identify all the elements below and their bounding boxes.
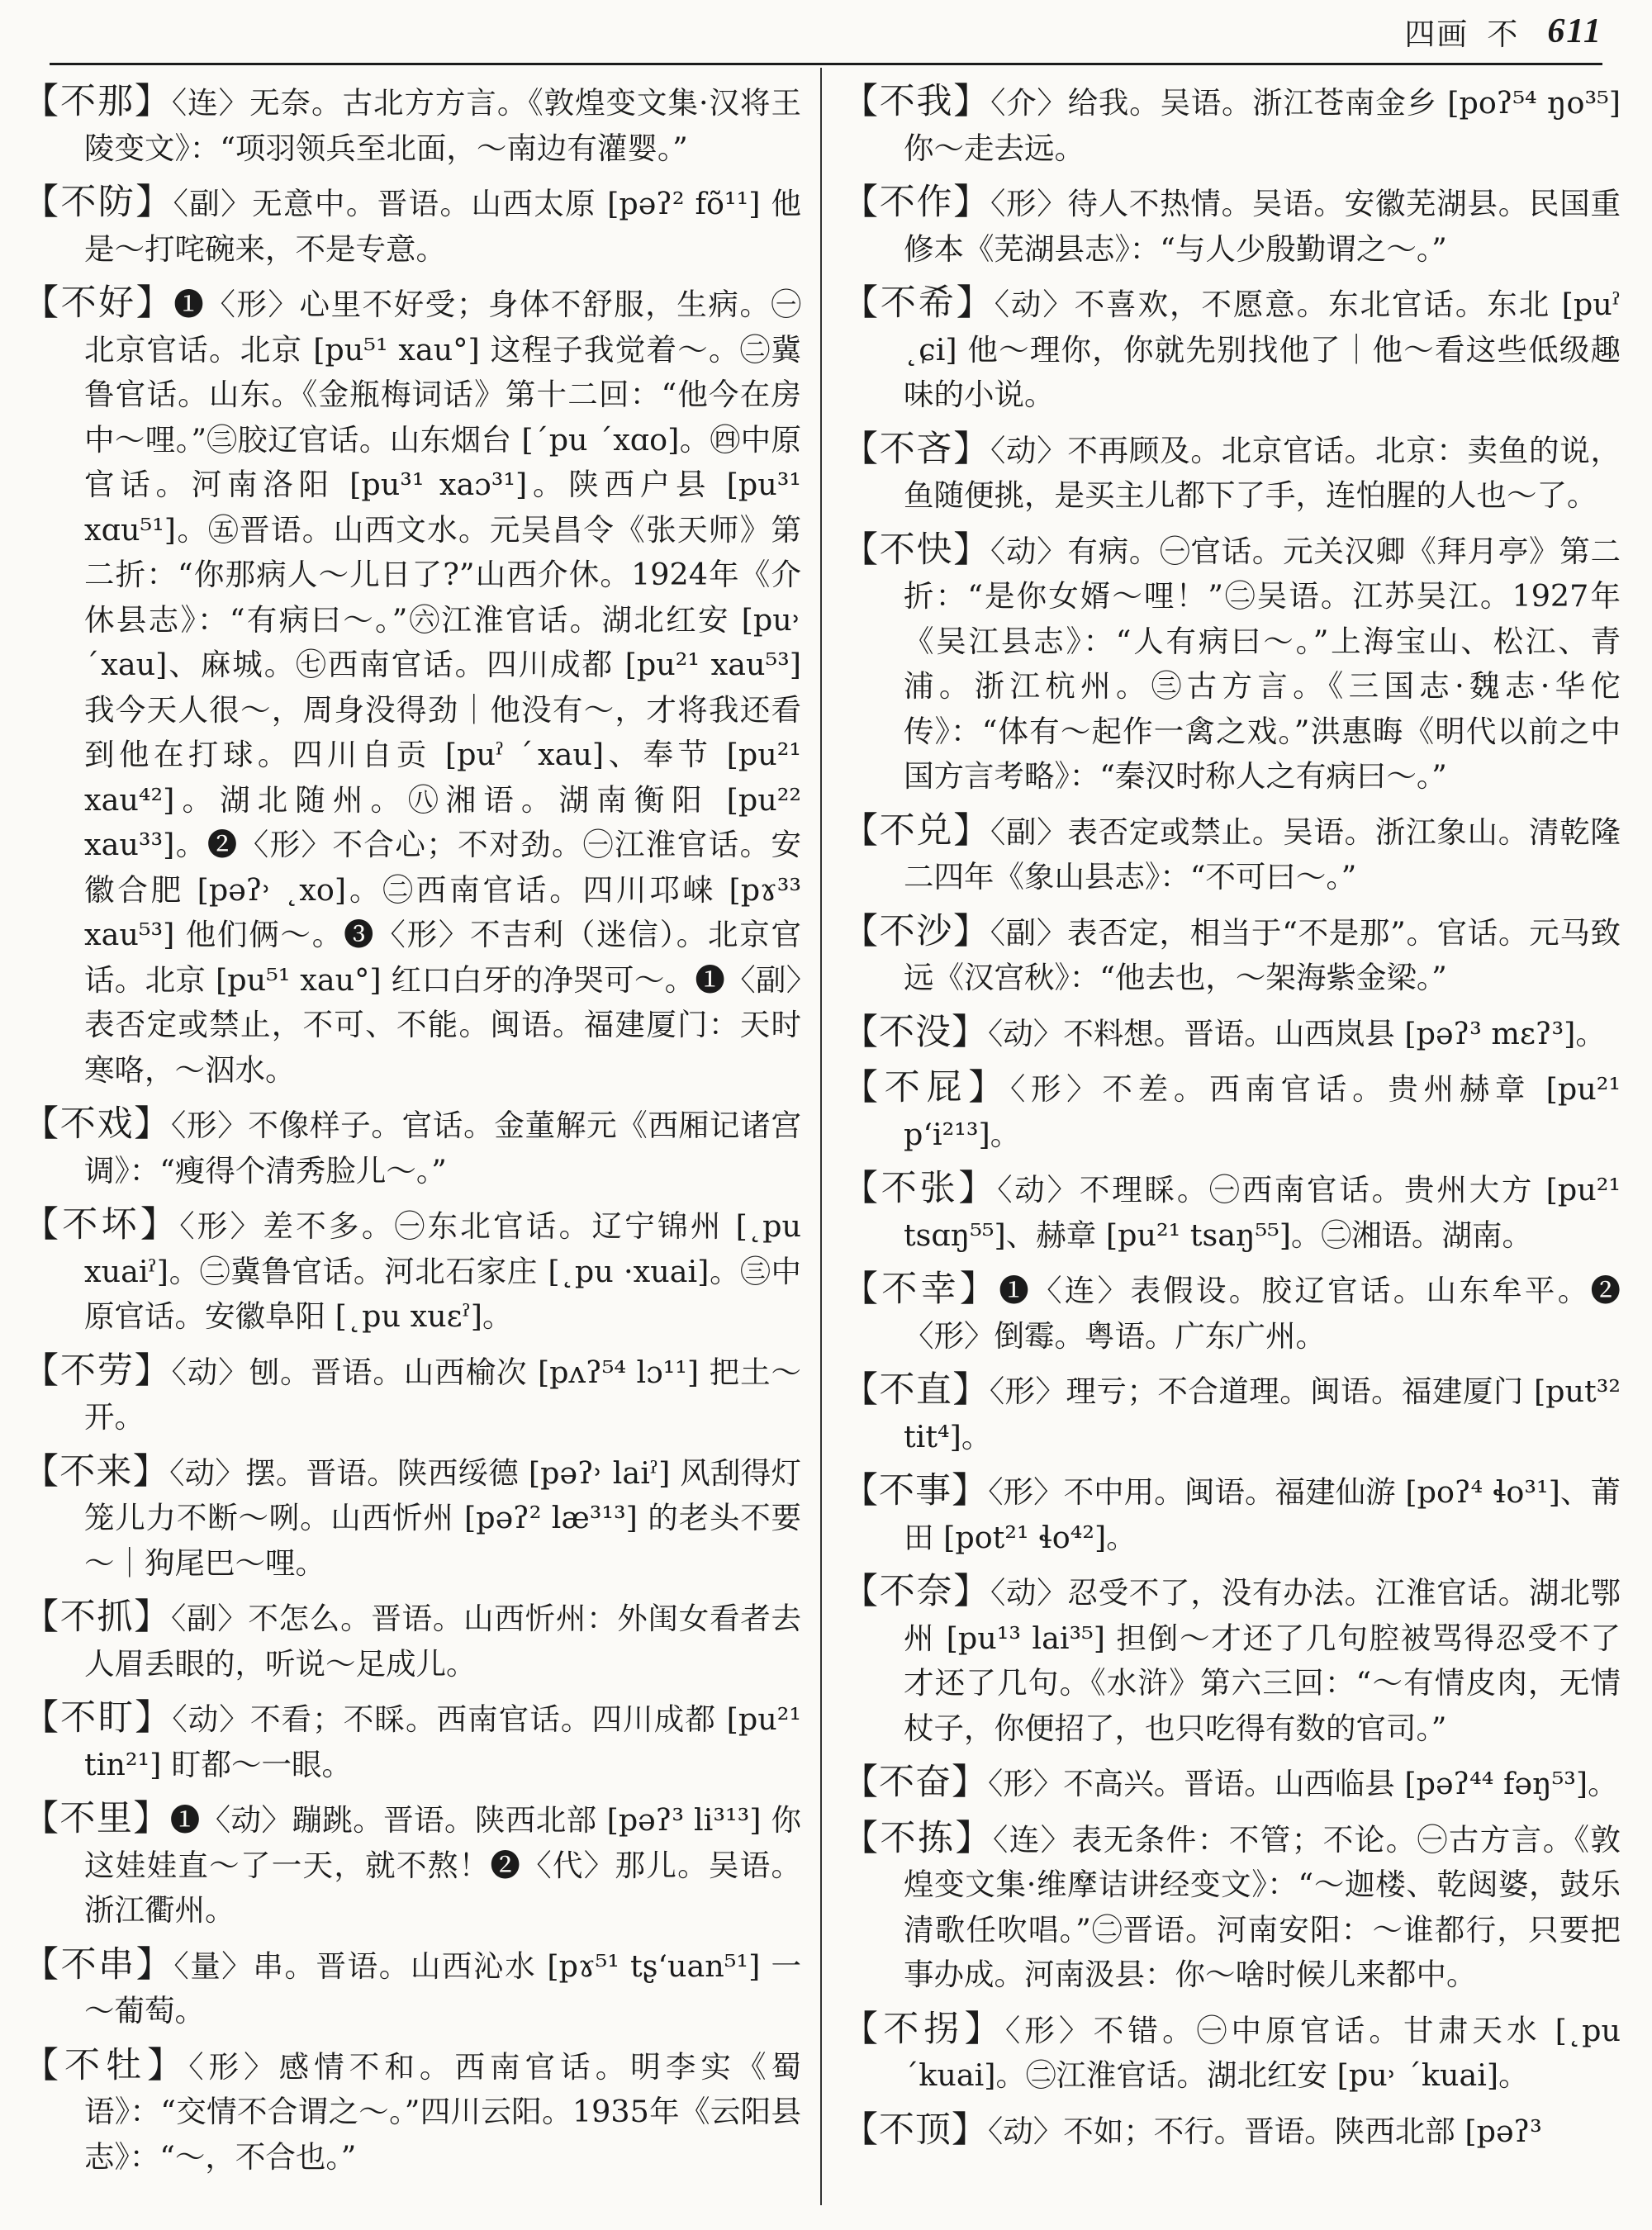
entry-definition: 〈动〉不理睬。㊀西南官话。贵州大方 [pu²¹ tsɑŋ⁵⁵]、赫章 [pu²¹ tsaŋ⁵⁵]。㊁湘语。湖南。 <box>904 1172 1621 1253</box>
entry-definition: 〈形〉待人不热情。吴语。安徽芜湖县。民国重修本《芜湖县志》：“与人少殷勤谓之～。” <box>904 186 1621 267</box>
entry-definition: 〈动〉忍受不了，没有办法。江淮官话。湖北鄂州 [pu¹³ lai³⁵] 担倒～才还了几句腔被骂得忍受不了才还了几句。《水浒》第六三回：“～有情皮肉，无情杖子，你便招了，也只吃得有数的官司。” <box>904 1575 1621 1746</box>
entry-definition: ❶〈连〉表假设。胶辽官话。山东牟平。❷〈形〉倒霉。粤语。广东广州。 <box>904 1273 1621 1354</box>
entry-headword: 【不希】 <box>843 282 995 324</box>
dictionary-entry <box>843 1760 1621 1807</box>
entry-definition: 〈形〉不高兴。晋语。山西临县 [pəʔ⁴⁴ fəŋ⁵³]。 <box>988 1766 1618 1801</box>
dictionary-entry <box>843 427 1621 519</box>
entry-headword: 【不奈】 <box>843 1571 990 1612</box>
section-label: 四画 <box>1404 17 1469 52</box>
dictionary-entry <box>23 281 801 1093</box>
dictionary-entry <box>23 1595 801 1687</box>
left-column <box>23 79 801 2189</box>
entry-headword: 【不里】 <box>23 1798 170 1839</box>
dictionary-entry <box>23 1203 801 1340</box>
dictionary-entry <box>843 281 1621 418</box>
entry-headword: 【不拣】 <box>843 1817 993 1859</box>
entry-headword: 【不劳】 <box>23 1350 172 1392</box>
dictionary-entry <box>23 2043 801 2180</box>
entry-headword: 【不屁】 <box>843 1067 1010 1108</box>
dictionary-entry <box>843 909 1621 1001</box>
dictionary-entry <box>843 180 1621 272</box>
entry-headword: 【不抓】 <box>23 1597 171 1638</box>
entry-definition: ❶〈形〉心里不好受；身体不舒服，生病。㊀北京官话。北京 [pu⁵¹ xau°] 这程子我觉着～。㊁冀鲁官话。山东。《金瓶梅词话》第十二回：“他今在房中～哩。”㊂胶辽官话。山东烟台 [ˊpu ˊxɑo]。㊃中原官话。河南洛阳 [pu³¹ xaɔ³¹]。陕西户县 [pu³¹ xɑu⁵¹]。㊄晋语。山西文水。元吴昌令《张天师》第二折：“你那病人～儿日了?”山西介休。1924年《介休县志》：“有病曰～。”㊅江淮官话。湖北红安 [pu˒ ˊxau]、麻城。㊆西南官话。四川成都 [pu²¹ xau⁵³] 我今天人很～，周身没得劲｜他没有～，才将我还看到他在打球。四川自贡 [puˀ ˊxau]、奉节 [pu²¹ xau⁴²]。湖北随州。㊇湘语。湖南衡阳 [pu²² xau³³]。❷〈形〉不合心；不对劲。㊀江淮官话。安徽合肥 [pəʔ˒ ˛xo]。㊁西南官话。四川邛崃 [pɤ³³ xau⁵³] 他们俩～。❸〈形〉不吉利（迷信）。北京官话。北京 [pu⁵¹ xau°] 红口白牙的净哭可～。❶〈副〉表否定或禁止，不可、不能。闽语。福建厦门：天时寒咯，～泅水。 <box>84 287 802 1088</box>
dictionary-entry <box>23 1943 801 2034</box>
dictionary-entry <box>843 2007 1621 2099</box>
entry-definition: 〈动〉摆。晋语。陕西绥德 [pəʔ˒ laiˀ] 风刮得灯笼儿力不断～咧。山西忻州 [pəʔ² læ³¹³] 的老头不要～｜狗尾巴～哩。 <box>84 1454 802 1581</box>
column-divider <box>820 68 822 2205</box>
entry-definition: 〈副〉无意中。晋语。山西太原 [pəʔ² fõ¹¹] 他是～打咤碗来，不是专意。 <box>84 186 802 267</box>
entry-definition: 〈形〉不差。西南官话。贵州赫章 [pu²¹ pʻi²¹³]。 <box>904 1071 1621 1152</box>
entry-headword: 【不幸】 <box>843 1269 999 1310</box>
entry-headword: 【不事】 <box>843 1470 989 1511</box>
entry-definition: 〈介〉给我。吴语。浙江苍南金乡 [poʔ⁵⁴ ŋo³⁵] 你～走去远。 <box>904 85 1621 166</box>
entry-headword: 【不吝】 <box>843 428 990 470</box>
entry-definition: 〈形〉不错。㊀中原官话。甘肃天水 [˛pu ˊkuai]。㊁江淮官话。湖北红安 [pu˒ ˊkuai]。 <box>904 2012 1621 2093</box>
entry-headword: 【不没】 <box>843 1011 988 1053</box>
entry-definition: 〈形〉不像样子。官话。金董解元《西厢记诸宫调》：“瘦得个清秀脸儿～。” <box>84 1108 802 1189</box>
entry-headword: 【不好】 <box>23 282 174 324</box>
entry-definition: 〈动〉不再顾及。北京官话。北京：卖鱼的说，鱼随便挑，是买主儿都下了手，连怕腥的人也～了。 <box>904 432 1621 513</box>
entry-headword: 【不坏】 <box>23 1204 180 1245</box>
entry-headword: 【不戏】 <box>23 1103 171 1145</box>
dictionary-entry <box>23 1796 801 1933</box>
entry-definition: 〈形〉差不多。㊀东北官话。辽宁锦州 [˛pu xuaiˀ]。㊁冀鲁官话。河北石家庄 [˛pu ·xuai]。㊂中原官话。安徽阜阳 [˛pu xuεˀ]。 <box>84 1208 801 1334</box>
entry-headword: 【不作】 <box>843 182 990 223</box>
dictionary-entry <box>843 1267 1621 1359</box>
dictionary-entry <box>843 79 1621 171</box>
dictionary-entry <box>23 180 801 272</box>
section-char: 不 <box>1487 17 1520 52</box>
entry-headword: 【不奋】 <box>843 1762 988 1803</box>
entry-headword: 【不沙】 <box>843 910 990 952</box>
entry-definition: 〈连〉表无条件：不管；不论。㊀古方言。《敦煌变文集·维摩诘讲经变文》：“～迦楼、乾闼婆，鼓乐清歌任吹唱。”㊁晋语。河南安阳：～谁都行，只要把事办成。河南汲县：你～啥时候儿来都中。 <box>904 1821 1621 1992</box>
page-number: 611 <box>1547 12 1602 50</box>
entry-headword: 【不串】 <box>23 1943 174 1986</box>
dictionary-entry <box>843 809 1621 900</box>
entry-headword: 【不兑】 <box>843 809 990 852</box>
dictionary-entry <box>843 1468 1621 1560</box>
entry-definition: 〈动〉有病。㊀官话。元关汉卿《拜月亭》第二折：“是你女婿～哩！”㊁吴语。江苏吴江。1927年《吴江县志》：“人有病曰～。”上海宝山、松江、青浦。浙江杭州。㊂古方言。《三国志·魏志·华佗传》：“体有～起作一禽之戏。”洪惠晦《明代以前之中国方言考略》：“秦汉时称人之有病曰～。” <box>904 533 1621 794</box>
entry-headword: 【不防】 <box>23 182 173 223</box>
entry-definition: ❶〈动〉蹦跳。晋语。陕西北部 [pəʔ³ li³¹³] 你这娃娃直～了一天，就不熬！❷〈代〉那儿。吴语。浙江衢州。 <box>84 1802 802 1928</box>
entry-headword: 【不顶】 <box>843 2109 988 2151</box>
page-header <box>50 0 1602 65</box>
dictionary-entry <box>23 79 801 171</box>
entry-headword: 【不直】 <box>843 1369 990 1411</box>
entry-headword: 【不来】 <box>23 1450 170 1492</box>
entry-definition: 〈动〉不喜欢，不愿意。东北官话。东北 [puˀ ˛ɕi] 他～理你，你就先别找他了｜他～看这些低级趣味的小说。 <box>904 287 1621 412</box>
entry-definition: 〈量〉串。晋语。山西沁水 [pɤ⁵¹ tʂʻuan⁵¹] 一～葡萄。 <box>84 1948 801 2028</box>
dictionary-entry <box>843 2108 1621 2155</box>
dictionary-entry <box>23 1349 801 1440</box>
right-column <box>843 79 1621 2163</box>
dictionary-entry <box>23 1102 801 1193</box>
entry-headword: 【不那】 <box>23 81 172 122</box>
dictionary-entry <box>843 528 1621 799</box>
entry-definition: 〈动〉不料想。晋语。山西岚县 [pəʔ³ mεʔ³]。 <box>988 1015 1606 1051</box>
entry-headword: 【不拐】 <box>843 2008 1005 2050</box>
entry-headword: 【不盯】 <box>23 1697 173 1739</box>
entry-definition: 〈副〉不怎么。晋语。山西忻州：外闺女看者去人眉丢眼的，听说～足成儿。 <box>84 1601 802 1682</box>
entry-definition: 〈动〉不看；不睬。西南官话。四川成都 [pu²¹ tin²¹] 盯都～一眼。 <box>84 1701 802 1782</box>
entry-definition: 〈连〉无奈。古北方方言。《敦煌变文集·汉将王陵变文》：“项羽领兵至北面，～南边有灌婴。” <box>84 85 801 166</box>
dictionary-entry <box>843 1569 1621 1751</box>
entry-headword: 【不牡】 <box>23 2044 189 2086</box>
entry-definition: 〈副〉表否定或禁止。吴语。浙江象山。清乾隆二四年《象山县志》：“不可曰～。” <box>904 814 1621 894</box>
dictionary-entry <box>843 1065 1621 1157</box>
entry-headword: 【不张】 <box>843 1168 998 1209</box>
entry-definition: 〈形〉感情不和。西南官话。明李实《蜀语》：“交情不合谓之～。”四川云阳。1935年《云阳县志》：“～，不合也。” <box>84 2048 802 2175</box>
dictionary-entry <box>23 1450 801 1587</box>
entry-headword: 【不我】 <box>843 81 991 122</box>
dictionary-entry <box>843 1816 1621 1998</box>
dictionary-entry <box>843 1010 1621 1057</box>
entry-headword: 【不快】 <box>843 529 990 571</box>
entry-definition: 〈形〉理亏；不合道理。闽语。福建厦门 [put³² tit⁴]。 <box>904 1374 1621 1454</box>
dictionary-entry <box>843 1166 1621 1258</box>
entry-definition: 〈动〉刨。晋语。山西榆次 [pʌʔ⁵⁴ lɔ¹¹] 把土～开。 <box>84 1354 801 1435</box>
dictionary-entry <box>23 1696 801 1787</box>
entry-definition: 〈形〉不中用。闽语。福建仙游 [poʔ⁴ ɬo³¹]、莆田 [pot²¹ ɬo⁴²]。 <box>904 1474 1621 1555</box>
entry-definition: 〈副〉表否定，相当于“不是那”。官话。元马致远《汉宫秋》：“他去也，～架海紫金梁。” <box>904 914 1621 995</box>
dictionary-entry <box>843 1368 1621 1459</box>
entry-definition: 〈动〉不如；不行。晋语。陕西北部 [pəʔ³ <box>988 2113 1542 2149</box>
